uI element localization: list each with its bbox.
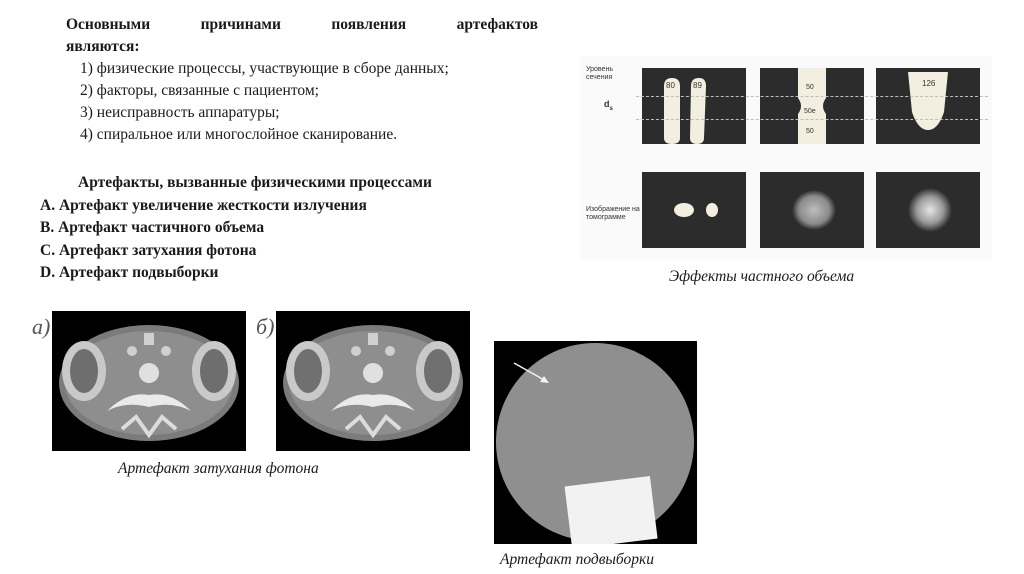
artifact-item: D. Артефакт подвыборки: [40, 264, 219, 281]
pv-panel-cone: [876, 68, 980, 144]
ct-image-a: [52, 311, 246, 451]
artifact-item: A. Артефакт увеличение жесткости излучения: [40, 196, 367, 214]
pv-value: 50e: [804, 108, 816, 115]
artifact-item: C. Артефакт затухания фотона: [40, 241, 257, 259]
partial-volume-figure: [580, 56, 992, 260]
pv-value: 80: [666, 81, 675, 90]
undersampling-caption: Артефакт подвыборки: [500, 551, 655, 568]
pv-image-panel-3: [876, 172, 980, 248]
cause-item: 2) факторы, связанные с пациентом;: [80, 82, 319, 99]
level-line: [636, 119, 988, 120]
cause-item: 1) физические процессы, участвующие в сборе данных;: [80, 60, 449, 77]
panel-label-a: а): [32, 314, 51, 339]
undersampling-phantom-image: [494, 341, 697, 544]
intro-heading: Основными причинами появления артефактов: [66, 16, 538, 33]
thickness-label: $d_s$: [604, 99, 613, 112]
panel-label-b: б): [256, 314, 275, 339]
pv-panel-two-cylinders: [642, 68, 746, 144]
pv-value: 89: [693, 81, 702, 90]
intro-heading-cont: являются:: [66, 38, 140, 55]
artifact-item: B. Артефакт частичного объема: [40, 219, 265, 236]
pv-value: 50: [806, 84, 814, 91]
pv-panel-hourglass: [760, 68, 864, 144]
physical-artifacts-block: [40, 172, 540, 285]
physical-artifacts-title: Артефакты, вызванные физическими процессами: [78, 174, 432, 191]
cause-item: 3) неисправность аппаратуры;: [80, 104, 280, 121]
intro-block: [66, 14, 538, 146]
pv-value: 126: [922, 79, 936, 88]
pv-image-panel-1: [642, 172, 746, 248]
photon-attenuation-caption: Артефакт затухания фотона: [118, 460, 319, 477]
pv-image-panel-2: [760, 172, 864, 248]
image-label: Изображение на томограмме: [586, 206, 640, 221]
pv-value: 50: [806, 128, 814, 135]
cause-item: 4) спиральное или многослойное сканирование.: [80, 126, 398, 143]
level-label: Уровень сечения: [586, 66, 613, 81]
partial-volume-caption: Эффекты частного объема: [669, 268, 855, 285]
ct-image-b: [276, 311, 470, 451]
level-line: [636, 96, 988, 97]
